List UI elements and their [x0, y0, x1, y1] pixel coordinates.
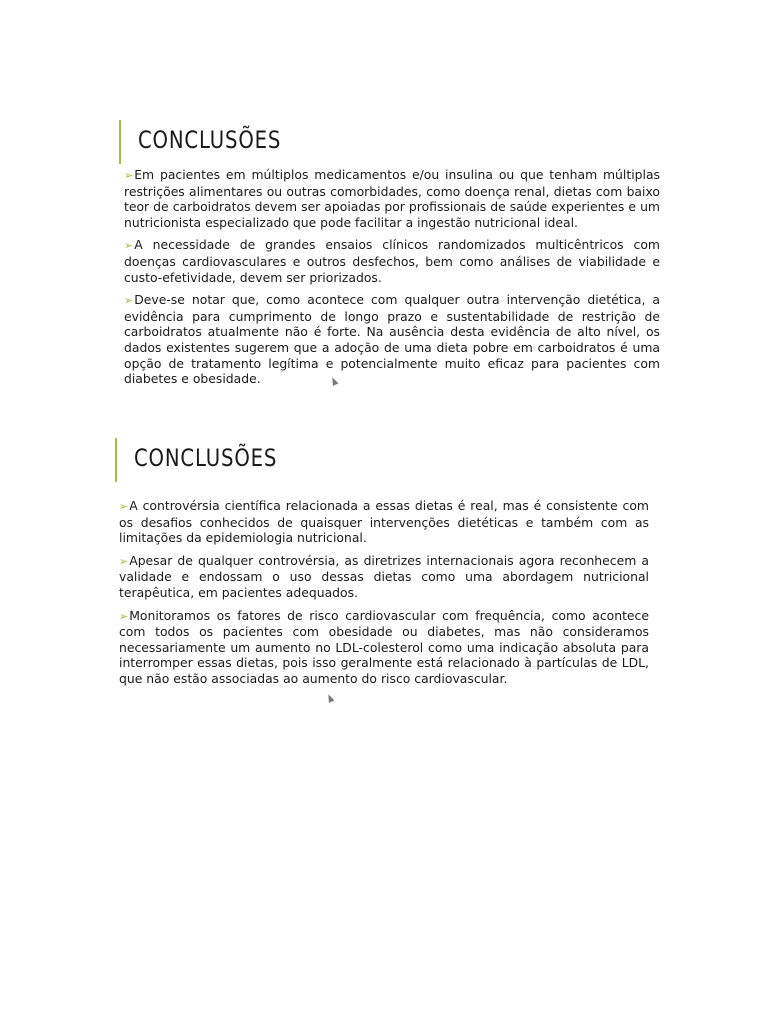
arrowhead-bullet-icon: ➢	[119, 500, 129, 513]
bullet-item	[119, 553, 649, 601]
arrowhead-bullet-icon: ➢	[119, 609, 129, 623]
bullet-item	[119, 608, 649, 687]
bullet-text: Apesar de qualquer controvérsia, as diretrizes internacionais agora reconhecem a validade e endossam o uso dessas dietas como uma abordagem nutricional terapêutica, em pacientes adequados.	[119, 552, 649, 600]
bullet-item	[124, 237, 660, 285]
title-accent-bar	[119, 120, 121, 164]
bullet-item	[119, 498, 649, 546]
arrowhead-bullet-icon: ➢	[124, 239, 134, 253]
bullet-item	[124, 292, 660, 387]
bullet-text: Em pacientes em múltiplos medicamentos e/ou insulina ou que tenham múltiplas restrições alimentares ou outras comorbidades, como doença renal, dietas com baixo teor de carboidratos devem ser apoiadas por profissionais de saúde experientes e um nutricionista especializado que pode facilitar a ingestão nutricional ideal.	[124, 167, 660, 230]
bullet-text: A necessidade de grandes ensaios clínicos randomizados multicêntricos com doenças cardiovasculares e outros desfechos, bem como análises de viabilidade e custo-efetividade, devem ser priorizados.	[124, 237, 660, 285]
bullet-text: Monitoramos os fatores de risco cardiovascular com frequência, como acontece com todos os pacientes com obesidade ou diabetes, mas não consideramos necessariamente um aumento no LDL-colesterol como uma indicação absoluta para interromper essas dietas, pois isso geralmente está relacionado à partículas de LDL, que não estão associadas ao aumento do risco cardiovascular.	[119, 607, 649, 686]
slide-title: CONCLUSÕES	[134, 444, 278, 472]
mouse-pointer-icon	[326, 693, 335, 703]
bullet-text: A controvérsia científica relacionada a essas dietas é real, mas é consistente com os desafios conhecidos de quaisquer intervenções dietéticas e também com as limitações da epidemiologia nutricional.	[119, 498, 649, 546]
arrowhead-bullet-icon: ➢	[124, 294, 134, 308]
arrowhead-bullet-icon: ➢	[124, 169, 134, 182]
arrowhead-bullet-icon: ➢	[119, 554, 129, 568]
bullet-list	[124, 167, 660, 394]
bullet-item	[124, 167, 660, 230]
bullet-text: Deve-se notar que, como acontece com qualquer outra intervenção dietética, a evidência para cumprimento de longo prazo e sustentabilidade de restrição de carboidratos atualmente não é forte. Na ausência desta evidência de alto nível, os dados existentes sugerem que a adoção de uma dieta pobre em carboidratos é uma opção de tratamento legítima e potencialmente muito eficaz para pacientes com diabetes e obesidade.	[124, 292, 660, 387]
title-accent-bar	[115, 438, 117, 482]
bullet-list	[119, 498, 649, 694]
slide-title: CONCLUSÕES	[138, 126, 282, 154]
